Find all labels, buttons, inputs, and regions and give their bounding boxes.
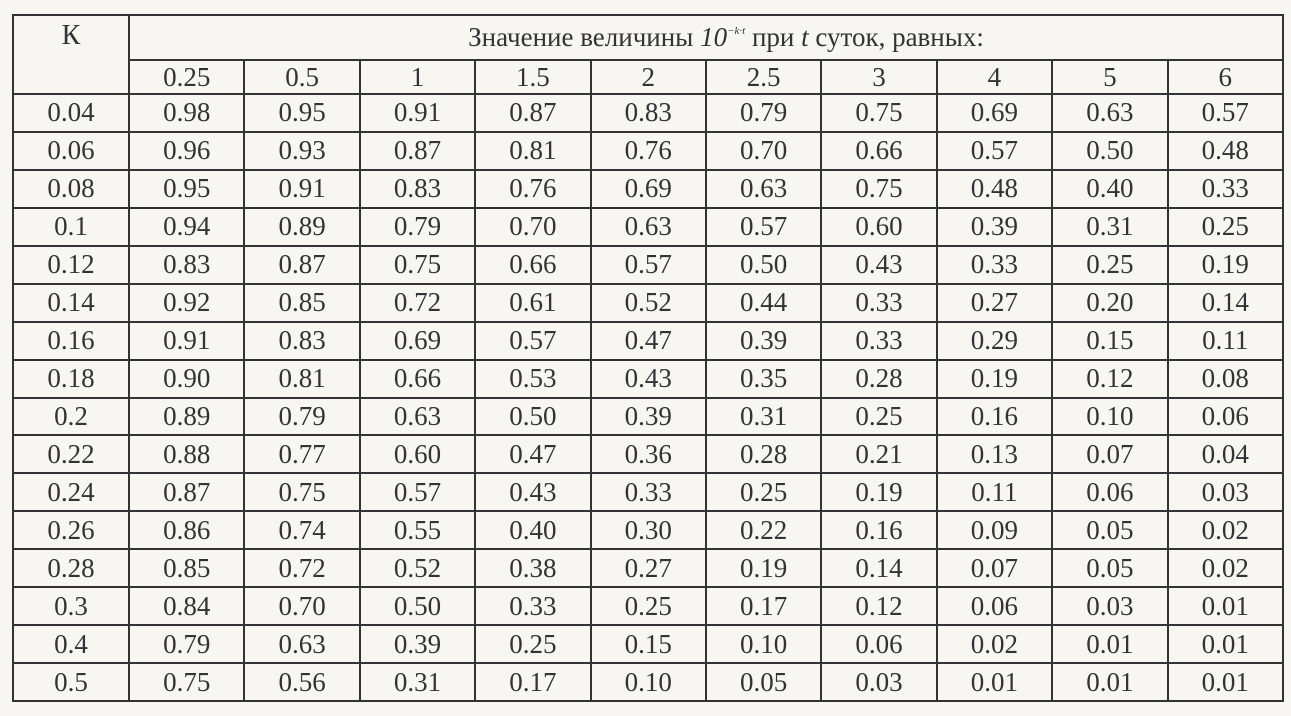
value-cell: 0.01: [1168, 587, 1284, 625]
t-value-header: 2: [591, 60, 706, 94]
value-cell: 0.39: [591, 398, 706, 436]
value-cell: 0.19: [1168, 246, 1284, 284]
value-cell: 0.81: [475, 132, 590, 170]
value-cell: 0.48: [937, 170, 1052, 208]
value-cell: 0.75: [129, 663, 244, 701]
value-cell: 0.05: [1052, 511, 1167, 549]
k-value-cell: 0.3: [13, 587, 129, 625]
printed-page: [12, 14, 1282, 702]
table-row: [13, 549, 1283, 587]
table-row: [13, 511, 1283, 549]
value-cell: 0.91: [129, 322, 244, 360]
value-cell: 0.57: [475, 322, 590, 360]
value-cell: 0.43: [591, 360, 706, 398]
value-cell: 0.70: [475, 208, 590, 246]
value-cell: 0.01: [1168, 663, 1284, 701]
value-cell: 0.63: [244, 625, 359, 663]
title-text-after: суток, равных:: [808, 22, 984, 52]
value-cell: 0.77: [244, 435, 359, 473]
value-cell: 0.69: [360, 322, 475, 360]
table-row: [13, 94, 1283, 132]
value-cell: 0.94: [129, 208, 244, 246]
value-cell: 0.02: [937, 625, 1052, 663]
value-cell: 0.21: [821, 435, 936, 473]
value-cell: 0.50: [706, 246, 821, 284]
table-row: [13, 246, 1283, 284]
k-value-cell: 0.28: [13, 549, 129, 587]
table-row: [13, 132, 1283, 170]
k-value-cell: 0.24: [13, 473, 129, 511]
value-cell: 0.92: [129, 284, 244, 322]
value-cell: 0.52: [360, 549, 475, 587]
value-cell: 0.13: [937, 435, 1052, 473]
value-cell: 0.25: [475, 625, 590, 663]
value-cell: 0.69: [937, 94, 1052, 132]
title-variable-t: t: [801, 22, 809, 52]
value-cell: 0.10: [706, 625, 821, 663]
value-cell: 0.20: [1052, 284, 1167, 322]
value-cell: 0.27: [591, 549, 706, 587]
value-cell: 0.17: [706, 587, 821, 625]
value-cell: 0.28: [706, 435, 821, 473]
t-value-header: 0.25: [129, 60, 244, 94]
value-cell: 0.02: [1168, 511, 1284, 549]
value-cell: 0.39: [706, 322, 821, 360]
value-cell: 0.74: [244, 511, 359, 549]
value-cell: 0.25: [706, 473, 821, 511]
value-cell: 0.91: [244, 170, 359, 208]
value-cell: 0.89: [244, 208, 359, 246]
value-cell: 0.83: [129, 246, 244, 284]
value-cell: 0.39: [937, 208, 1052, 246]
value-cell: 0.05: [706, 663, 821, 701]
value-cell: 0.83: [360, 170, 475, 208]
value-cell: 0.56: [244, 663, 359, 701]
k-value-cell: 0.06: [13, 132, 129, 170]
value-cell: 0.19: [706, 549, 821, 587]
value-cell: 0.75: [821, 94, 936, 132]
k-value-cell: 0.12: [13, 246, 129, 284]
value-cell: 0.57: [706, 208, 821, 246]
k-value-cell: 0.26: [13, 511, 129, 549]
value-cell: 0.25: [1168, 208, 1284, 246]
value-cell: 0.50: [475, 398, 590, 436]
k-value-cell: 0.5: [13, 663, 129, 701]
table-row: [13, 625, 1283, 663]
value-cell: 0.33: [937, 246, 1052, 284]
value-cell: 0.29: [937, 322, 1052, 360]
value-cell: 0.01: [1052, 663, 1167, 701]
table-title-header: [129, 15, 1283, 60]
value-cell: 0.70: [244, 587, 359, 625]
value-cell: 0.70: [706, 132, 821, 170]
t-value-header: 4: [937, 60, 1052, 94]
value-cell: 0.43: [821, 246, 936, 284]
table-row: [13, 322, 1283, 360]
t-value-header: 6: [1168, 60, 1284, 94]
value-cell: 0.90: [129, 360, 244, 398]
value-cell: 0.30: [591, 511, 706, 549]
k-value-cell: 0.16: [13, 322, 129, 360]
value-cell: 0.14: [821, 549, 936, 587]
value-cell: 0.66: [821, 132, 936, 170]
value-cell: 0.66: [475, 246, 590, 284]
table-row: [13, 435, 1283, 473]
value-cell: 0.85: [129, 549, 244, 587]
value-cell: 0.39: [360, 625, 475, 663]
value-cell: 0.03: [1052, 587, 1167, 625]
table-row: [13, 473, 1283, 511]
t-value-header: 5: [1052, 60, 1167, 94]
value-cell: 0.43: [475, 473, 590, 511]
value-cell: 0.95: [129, 170, 244, 208]
value-cell: 0.03: [1168, 473, 1284, 511]
value-cell: 0.16: [937, 398, 1052, 436]
value-cell: 0.35: [706, 360, 821, 398]
value-cell: 0.69: [591, 170, 706, 208]
value-cell: 0.31: [1052, 208, 1167, 246]
value-cell: 0.06: [821, 625, 936, 663]
value-cell: 0.47: [475, 435, 590, 473]
value-cell: 0.63: [706, 170, 821, 208]
value-cell: 0.53: [475, 360, 590, 398]
table-body: [13, 94, 1283, 701]
value-cell: 0.40: [1052, 170, 1167, 208]
value-cell: 0.66: [360, 360, 475, 398]
value-cell: 0.38: [475, 549, 590, 587]
value-cell: 0.57: [1168, 94, 1284, 132]
value-cell: 0.50: [1052, 132, 1167, 170]
value-cell: 0.10: [591, 663, 706, 701]
header-row-t-values: [13, 60, 1283, 94]
value-cell: 0.57: [591, 246, 706, 284]
value-cell: 0.79: [129, 625, 244, 663]
value-cell: 0.11: [937, 473, 1052, 511]
k-value-cell: 0.08: [13, 170, 129, 208]
header-row-title: [13, 15, 1283, 60]
value-cell: 0.79: [360, 208, 475, 246]
value-cell: 0.72: [360, 284, 475, 322]
value-cell: 0.83: [244, 322, 359, 360]
table-row: [13, 208, 1283, 246]
value-cell: 0.98: [129, 94, 244, 132]
value-cell: 0.36: [591, 435, 706, 473]
k-value-cell: 0.18: [13, 360, 129, 398]
value-cell: 0.63: [591, 208, 706, 246]
value-cell: 0.12: [821, 587, 936, 625]
t-value-header: 1.5: [475, 60, 590, 94]
value-cell: 0.25: [1052, 246, 1167, 284]
value-cell: 0.10: [1052, 398, 1167, 436]
value-cell: 0.16: [821, 511, 936, 549]
value-cell: 0.55: [360, 511, 475, 549]
value-cell: 0.33: [475, 587, 590, 625]
value-cell: 0.76: [475, 170, 590, 208]
value-cell: 0.75: [821, 170, 936, 208]
value-cell: 0.87: [244, 246, 359, 284]
value-cell: 0.01: [1168, 625, 1284, 663]
value-cell: 0.15: [591, 625, 706, 663]
value-cell: 0.06: [1052, 473, 1167, 511]
value-cell: 0.47: [591, 322, 706, 360]
value-cell: 0.05: [1052, 549, 1167, 587]
value-cell: 0.07: [1052, 435, 1167, 473]
value-cell: 0.44: [706, 284, 821, 322]
value-cell: 0.88: [129, 435, 244, 473]
table-row: [13, 663, 1283, 701]
value-cell: 0.84: [129, 587, 244, 625]
value-cell: 0.11: [1168, 322, 1284, 360]
title-text-before: Значение величины: [468, 22, 701, 52]
value-cell: 0.40: [475, 511, 590, 549]
value-cell: 0.83: [591, 94, 706, 132]
value-cell: 0.19: [937, 360, 1052, 398]
value-cell: 0.19: [821, 473, 936, 511]
value-cell: 0.22: [706, 511, 821, 549]
value-cell: 0.75: [360, 246, 475, 284]
title-expression-exponent: −k·t: [727, 25, 746, 37]
value-cell: 0.03: [821, 663, 936, 701]
value-cell: 0.91: [360, 94, 475, 132]
value-cell: 0.06: [1168, 398, 1284, 436]
t-value-header: 2.5: [706, 60, 821, 94]
k-value-cell: 0.1: [13, 208, 129, 246]
value-cell: 0.81: [244, 360, 359, 398]
value-cell: 0.25: [591, 587, 706, 625]
t-value-header: 1: [360, 60, 475, 94]
value-cell: 0.86: [129, 511, 244, 549]
value-cell: 0.25: [821, 398, 936, 436]
title-expression: [700, 22, 745, 52]
value-cell: 0.75: [244, 473, 359, 511]
value-cell: 0.96: [129, 132, 244, 170]
value-cell: 0.01: [1052, 625, 1167, 663]
title-text-middle: при: [745, 22, 802, 52]
value-cell: 0.08: [1168, 360, 1284, 398]
value-cell: 0.07: [937, 549, 1052, 587]
value-cell: 0.27: [937, 284, 1052, 322]
title-expression-base: 10: [700, 22, 728, 52]
value-cell: 0.76: [591, 132, 706, 170]
value-cell: 0.33: [821, 322, 936, 360]
value-cell: 0.89: [129, 398, 244, 436]
value-cell: 0.60: [821, 208, 936, 246]
value-cell: 0.63: [360, 398, 475, 436]
value-cell: 0.48: [1168, 132, 1284, 170]
value-cell: 0.87: [129, 473, 244, 511]
value-cell: 0.72: [244, 549, 359, 587]
value-cell: 0.17: [475, 663, 590, 701]
table-row: [13, 398, 1283, 436]
table-row: [13, 360, 1283, 398]
value-cell: 0.79: [244, 398, 359, 436]
decay-values-table: [12, 14, 1284, 702]
value-cell: 0.57: [360, 473, 475, 511]
value-cell: 0.01: [937, 663, 1052, 701]
k-value-cell: 0.4: [13, 625, 129, 663]
k-value-cell: 0.04: [13, 94, 129, 132]
value-cell: 0.87: [360, 132, 475, 170]
value-cell: 0.85: [244, 284, 359, 322]
value-cell: 0.15: [1052, 322, 1167, 360]
t-value-header: 3: [821, 60, 936, 94]
value-cell: 0.61: [475, 284, 590, 322]
value-cell: 0.93: [244, 132, 359, 170]
value-cell: 0.57: [937, 132, 1052, 170]
k-value-cell: 0.2: [13, 398, 129, 436]
value-cell: 0.60: [360, 435, 475, 473]
value-cell: 0.14: [1168, 284, 1284, 322]
table-row: [13, 170, 1283, 208]
value-cell: 0.52: [591, 284, 706, 322]
value-cell: 0.09: [937, 511, 1052, 549]
table-row: [13, 284, 1283, 322]
k-value-cell: 0.14: [13, 284, 129, 322]
value-cell: 0.95: [244, 94, 359, 132]
k-column-header: К: [13, 15, 129, 94]
value-cell: 0.33: [1168, 170, 1284, 208]
value-cell: 0.28: [821, 360, 936, 398]
table-row: [13, 587, 1283, 625]
t-value-header: 0.5: [244, 60, 359, 94]
value-cell: 0.50: [360, 587, 475, 625]
value-cell: 0.63: [1052, 94, 1167, 132]
value-cell: 0.33: [821, 284, 936, 322]
value-cell: 0.87: [475, 94, 590, 132]
value-cell: 0.33: [591, 473, 706, 511]
value-cell: 0.04: [1168, 435, 1284, 473]
value-cell: 0.31: [360, 663, 475, 701]
k-value-cell: 0.22: [13, 435, 129, 473]
value-cell: 0.12: [1052, 360, 1167, 398]
value-cell: 0.06: [937, 587, 1052, 625]
value-cell: 0.02: [1168, 549, 1284, 587]
value-cell: 0.31: [706, 398, 821, 436]
value-cell: 0.79: [706, 94, 821, 132]
